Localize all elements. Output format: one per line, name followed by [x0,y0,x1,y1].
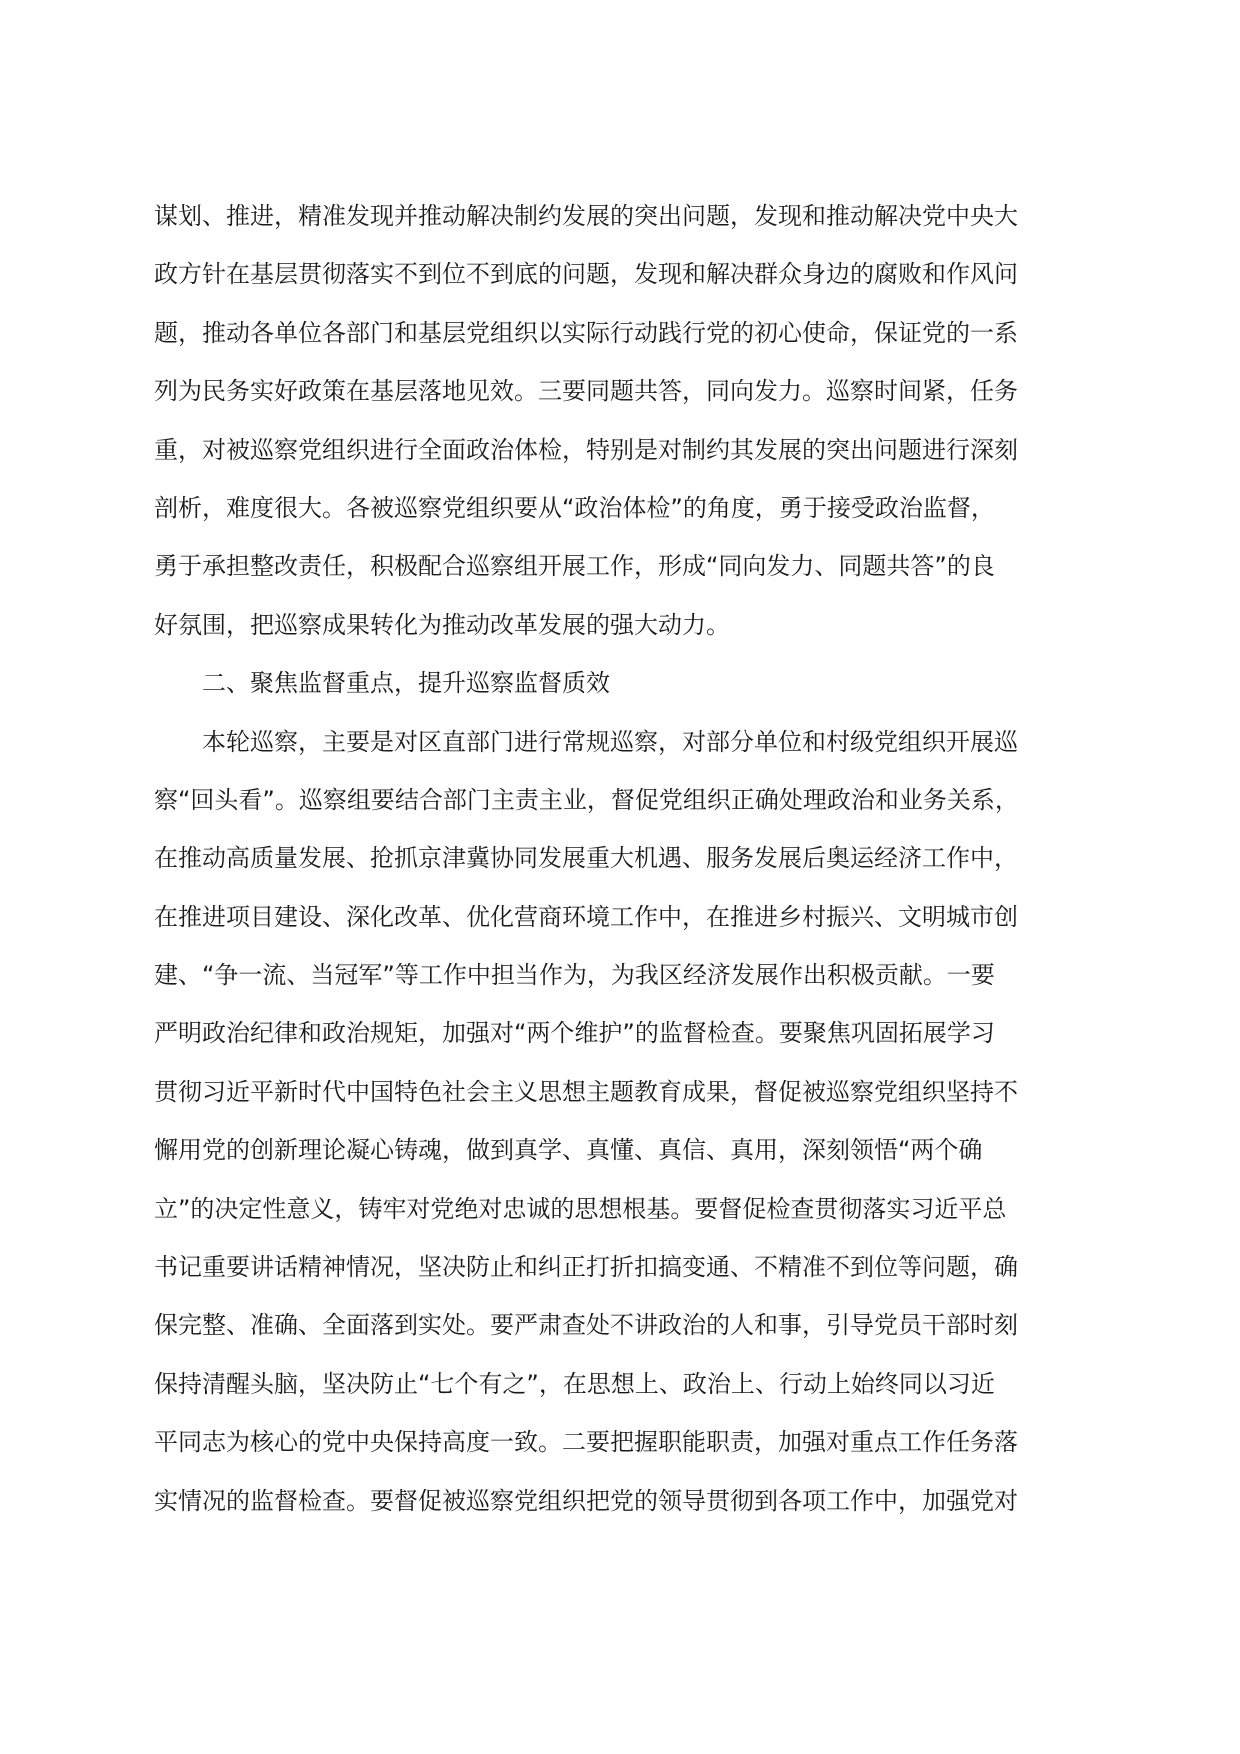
text-line: 列为民务实好政策在基层落地见效。三要同题共答，同向发力。巡察时间紧，任务 [154,377,1018,406]
text-line: 严明政治纪律和政治规矩，加强对“两个维护”的监督检查。要聚焦巩固拓展学习 [154,1019,995,1048]
text-line: 察“回头看”。巡察组要结合部门主责主业，督促党组织正确处理政治和业务关系， [154,785,1019,814]
text-line: 剖析，难度很大。各被巡察党组织要从“政治体检”的角度，勇于接受政治监督， [154,493,995,522]
text-line: 平同志为核心的党中央保持高度一致。二要把握职能职责，加强对重点工作任务落 [154,1428,1018,1457]
text-line: 实情况的监督检查。要督促被巡察党组织把党的领导贯彻到各项工作中，加强党对 [154,1486,1018,1515]
text-line: 题，推动各单位各部门和基层党组织以实际行动践行党的初心使命，保证党的一系 [154,318,1018,347]
text-line: 保完整、准确、全面落到实处。要严肃查处不讲政治的人和事，引导党员干部时刻 [154,1311,1018,1340]
text-line: 在推动高质量发展、抢抓京津冀协同发展重大机遇、服务发展后奥运经济工作中， [154,844,1018,873]
text-line: 保持清醒头脑，坚决防止“七个有之”，在思想上、政治上、行动上始终同以习近 [154,1369,995,1398]
text-line: 书记重要讲话精神情况，坚决防止和纠正打折扣搞变通、不精准不到位等问题，确 [154,1253,1018,1282]
text-line: 懈用党的创新理论凝心铸魂，做到真学、真懂、真信、真用，深刻领悟“两个确 [154,1136,983,1165]
text-line: 政方针在基层贯彻落实不到位不到底的问题，发现和解决群众身边的腐败和作风问 [154,260,1018,289]
text-line: 重，对被巡察党组织进行全面政治体检，特别是对制约其发展的突出问题进行深刻 [154,435,1018,464]
text-line: 谋划、推进，精准发现并推动解决制约发展的突出问题，发现和推动解决党中央大 [154,202,1018,230]
text-line: 在推进项目建设、深化改革、优化营商环境工作中，在推进乡村振兴、文明城市创 [154,902,1018,931]
document-body [154,196,1084,1539]
text-line: 好氛围，把巡察成果转化为推动改革发展的强大动力。 [154,610,730,639]
text-line: 勇于承担整改责任，积极配合巡察组开展工作，形成“同向发力、同题共答”的良 [154,552,995,581]
section-heading: 二、聚焦监督重点，提升巡察监督质效 [202,669,610,698]
text-line: 本轮巡察，主要是对区直部门进行常规巡察，对部分单位和村级党组织开展巡 [202,727,1018,756]
text-line: 建、“争一流、当冠军”等工作中担当作为，为我区经济发展作出积极贡献。一要 [154,961,995,990]
text-line: 贯彻习近平新时代中国特色社会主义思想主题教育成果，督促被巡察党组织坚持不 [154,1077,1018,1106]
text-line: 立”的决定性意义，铸牢对党绝对忠诚的思想根基。要督促检查贯彻落实习近平总 [154,1194,1007,1223]
